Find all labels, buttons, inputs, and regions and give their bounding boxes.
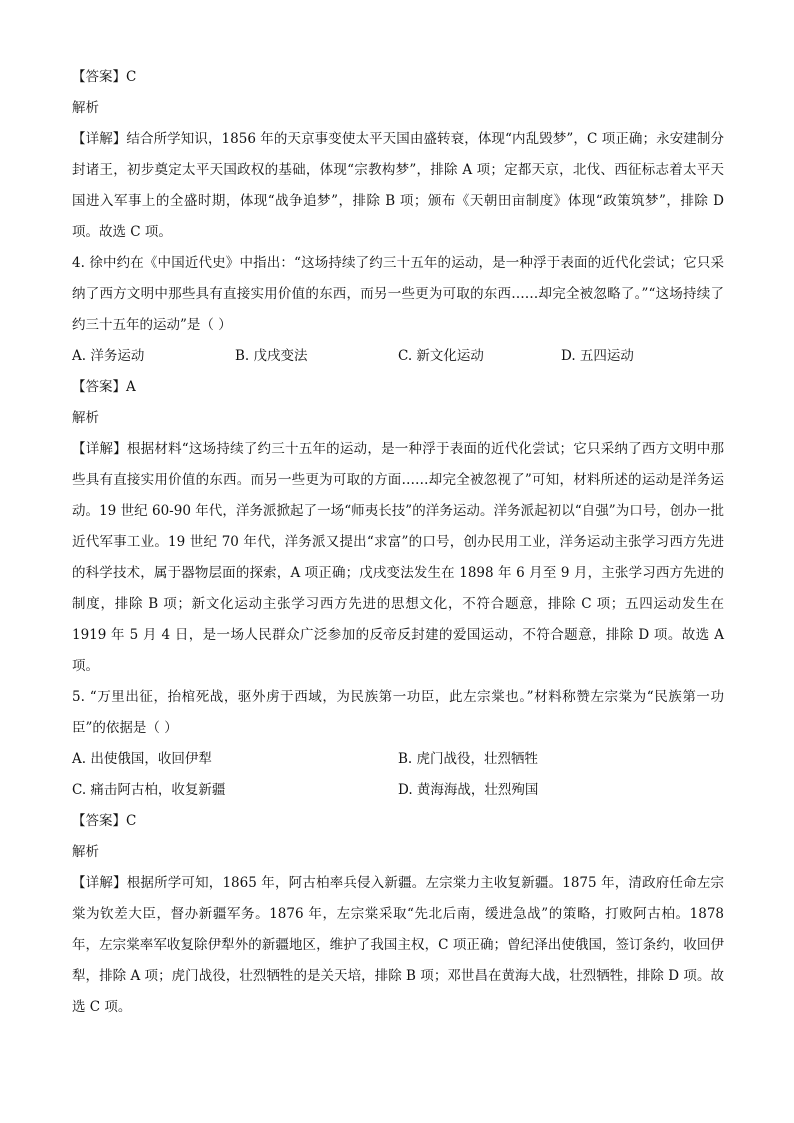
q4-detail: 【详解】根据材料“这场持续了约三十五年的运动，是一种浮于表面的近代化尝试；它只采纳了西方文明中那些具有直接实用价值的东西。而另一些更为可取的方面……却完全被忽视了”可知，材料所述的运动是洋务运动。19 世纪 60-90 年代，洋务派掀起了一场“师夷长技”的洋务运动。洋务派起初以“自强”为口号，创办一批近代军事工业。19 世纪 70 年代，洋务派又提出“求富”的口号，创办民用工业，洋务运动主张学习西方先进的科学技术，属于器物层面的探索，A 项正确；戊戌变法发生在 1898 年 6 月至 9 月，主张学习西方先进的制度，排除 B 项；新文化运动主张学习西方先进的思想文化，不符合题意，排除 C 项；五四运动发生在 1919 年 5 月 4 日，是一场人民群众广泛参加的反帝反封建的爱国运动，不符合题意，排除 D 项。故选 A 项。 xyxy=(72,441,724,674)
q5-option-a: A. 出使俄国，收回伊犁 xyxy=(72,751,212,767)
q5-option-d: D. 黄海海战，壮烈殉国 xyxy=(398,782,539,798)
q3-detail: 【详解】结合所学知识，1856 年的天京事变使太平天国由盛转衰，体现“内乱毁梦”，C 项正确；永安建制分封诸王，初步奠定太平天国政权的基础，体现“宗教构梦”，排除 A 项；定都天京，北伐、西征标志着太平天国进入军事上的全盛时期，体现“战争追梦”，排除 B 项；颁布《天朝田亩制度》体现“政策筑梦”，排除 D 项。故选 C 项。 xyxy=(72,131,724,240)
q4-options xyxy=(72,341,724,372)
q5-options-row-2 xyxy=(72,775,724,806)
q4-answer: 【答案】A xyxy=(72,379,136,395)
q5-analysis-label: 解析 xyxy=(72,844,99,860)
q3-analysis-label: 解析 xyxy=(72,100,99,116)
q4-option-c: C. 新文化运动 xyxy=(398,348,484,364)
q5-answer: 【答案】C xyxy=(72,813,137,829)
q5-option-b: B. 虎门战役，壮烈牺牲 xyxy=(398,751,539,767)
q4-option-a: A. 洋务运动 xyxy=(72,348,145,364)
q4-stem: 4. 徐中约在《中国近代史》中指出：“这场持续了约三十五年的运动，是一种浮于表面的近代化尝试；它只采纳了西方文明中那些具有直接实用价值的东西，而另一些更为可取的东西……却完全被忽略了。”“这场持续了约三十五年的运动”是（ ） xyxy=(72,255,724,333)
q3-answer: 【答案】C xyxy=(72,69,137,85)
q4-option-d: D. 五四运动 xyxy=(561,348,634,364)
q5-stem: 5. “万里出征，抬棺死战，驱外虏于西域，为民族第一功臣，此左宗棠也。”材料称赞左宗棠为“民族第一功臣”的依据是（ ） xyxy=(72,689,724,736)
q5-detail: 【详解】根据所学可知，1865 年，阿古柏率兵侵入新疆。左宗棠力主收复新疆。1875 年，清政府任命左宗棠为钦差大臣，督办新疆军务。1876 年，左宗棠采取“先北后南，缓进急战”的策略，打败阿古柏。1878 年，左宗棠率军收复除伊犁外的新疆地区，维护了我国主权，C 项正确；曾纪泽出使俄国，签订条约，收回伊犁，排除 A 项；虎门战役，壮烈牺牲的是关天培，排除 B 项；邓世昌在黄海大战，壮烈牺牲，排除 D 项。故选 C 项。 xyxy=(72,875,724,1015)
document-content xyxy=(72,62,724,1023)
q4-analysis-label: 解析 xyxy=(72,410,99,426)
q5-options-row-1 xyxy=(72,744,724,775)
q5-option-c: C. 痛击阿古柏，收复新疆 xyxy=(72,782,226,798)
q4-option-b: B. 戊戌变法 xyxy=(235,348,308,364)
